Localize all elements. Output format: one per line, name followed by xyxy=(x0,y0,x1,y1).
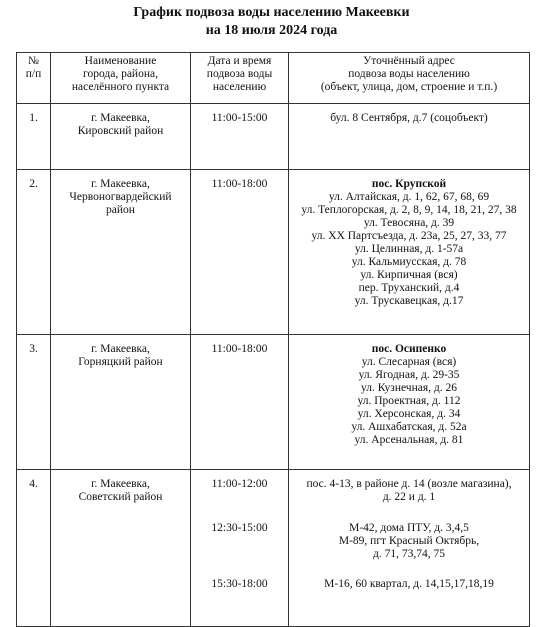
table-row xyxy=(17,470,530,627)
table-row xyxy=(17,170,530,335)
row-address: пос. Крупской ул. Алтайская, д. 1, 62, 67, 68, 69 ул. Теплогорская, д. 2, 8, 9, 14, 18, 21, 27, 38 ул. Тевосяна, д. 39 ул. XX Партсъезда, д. 23а, 25, 27, 33, 77 ул. Целинная, д. 1-57а ул. Кальмиусская, д. 78 ул. Кирпичная (вся) пер. Труханский, д.4 ул. Трускавецкая, д.17 xyxy=(289,170,530,335)
water-schedule-table xyxy=(16,52,530,627)
row-city: г. Макеевка, Советский район xyxy=(51,470,191,627)
header-time: Дата и время подвоза воды населению xyxy=(191,53,289,104)
table-header-row xyxy=(17,53,530,104)
row-city: г. Макеевка, Червоногвардейский район xyxy=(51,170,191,335)
row-time: 11:00-18:00 xyxy=(191,170,289,335)
document-title xyxy=(0,0,543,40)
header-address: Уточнённый адрес подвоза воды населению (объект, улица, дом, строение и т.п.) xyxy=(289,53,530,104)
address-heading: пос. Осипенко xyxy=(371,343,447,355)
row-number: 1. xyxy=(17,104,51,170)
row-time: 11:00-15:00 xyxy=(191,104,289,170)
row-number: 2. xyxy=(17,170,51,335)
row-time xyxy=(191,470,289,627)
row-address: бул. 8 Сентября, д.7 (соцобъект) xyxy=(289,104,530,170)
row-number: 4. xyxy=(17,470,51,627)
title-line-1: График подвоза воды населению Макеевки xyxy=(133,5,410,20)
time-slot: 15:30-18:00 xyxy=(211,578,268,590)
address-block: М-16, 60 квартал, д. 14,15,17,18,19 xyxy=(324,578,494,590)
row-address xyxy=(289,470,530,627)
row-city: г. Макеевка, Горняцкий район xyxy=(51,335,191,470)
address-block: М-42, дома ПТУ, д. 3,4,5 М-89, пгт Красный Октябрь, д. 71, 73,74, 75 xyxy=(338,522,480,560)
time-slot: 11:00-12:00 xyxy=(211,478,268,490)
header-num: № п/п xyxy=(17,53,51,104)
table-row xyxy=(17,335,530,470)
row-address: пос. Осипенко ул. Слесарная (вся) ул. Ягодная, д. 29-35 ул. Кузнечная, д. 26 ул. Проектная, д. 112 ул. Херсонская, д. 34 ул. Ашхабатская, д. 52а ул. Арсенальная, д. 81 xyxy=(289,335,530,470)
row-number: 3. xyxy=(17,335,51,470)
address-block: пос. 4-13, в районе д. 14 (возле магазина), д. 22 и д. 1 xyxy=(306,478,512,503)
address-heading: пос. Крупской xyxy=(371,178,447,190)
table-row xyxy=(17,104,530,170)
header-city: Наименование города, района, населённого пункта xyxy=(51,53,191,104)
row-time: 11:00-18:00 xyxy=(191,335,289,470)
time-slot: 12:30-15:00 xyxy=(211,522,268,534)
row-city: г. Макеевка, Кировский район xyxy=(51,104,191,170)
title-line-2: на 18 июля 2024 года xyxy=(205,23,338,38)
